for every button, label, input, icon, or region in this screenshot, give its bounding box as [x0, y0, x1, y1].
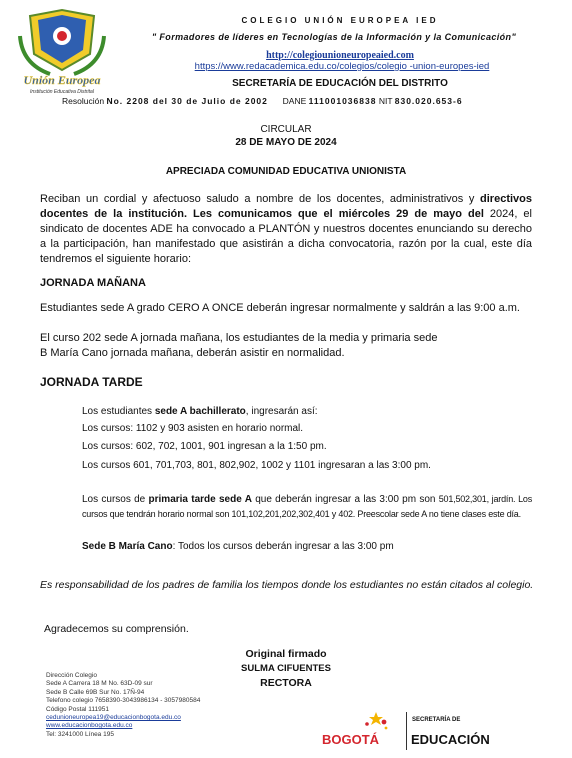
resolution-label: Resolución [62, 96, 105, 106]
bogota-brand-text: BOGOTÁ [322, 732, 380, 747]
redacademica-link[interactable]: https://www.redacademica.edu.co/colegios/colegio -union-europes-ied [194, 61, 490, 72]
tarde-line-3: Los cursos 601, 701,703, 801, 802,902, 1002 y 1101 ingresaran a las 3:00 pm. [82, 460, 431, 471]
responsibility-note: Es responsabilidad de los padres de familia los tiempos donde los estudiantes no están citados al colegio. [40, 579, 534, 591]
bogota-divider [406, 712, 407, 750]
footer-tel: Tel: 3241000 Línea 195 [46, 730, 114, 738]
manana-heading: JORNADA MAÑANA [40, 277, 146, 289]
logo-text: Unión Europea [23, 73, 101, 87]
tarde-sedeb-post: : Todos los cursos deberán ingresar a las 3:00 pm [172, 541, 394, 552]
tarde-bach-bold: sede A bachillerato [154, 406, 246, 417]
website-link[interactable]: http://colegiounioneuropeaied.com [266, 50, 414, 61]
footer-address [46, 672, 200, 739]
tarde-prim-cond: 501,502,301, jardín. Los cursos que tendrán horario normal son 101,102,201,202,302,401 y 402. Preescolar sede A no tiene clases este día. [82, 494, 533, 519]
footer-line: Dirección Colegio [46, 672, 97, 679]
manana-line-1: Estudiantes sede A grado CERO A ONCE deberán ingresar normalmente y saldrán a las 9:00 a.m. [40, 302, 520, 314]
manana-line-3: B María Cano jornada mañana, deberán asistir en normalidad. [40, 347, 345, 359]
nit-label: NIT [378, 96, 393, 106]
tarde-prim-pre: Los cursos de [82, 494, 149, 505]
tarde-prim-post: que deberán ingresar a las 3:00 pm son [251, 494, 439, 505]
tarde-heading: JORNADA TARDE [40, 375, 143, 389]
signer-name: SULMA CIFUENTES [241, 663, 331, 674]
signer-role: RECTORA [260, 677, 312, 689]
tarde-sede-b-line [82, 541, 394, 552]
school-crest-logo [12, 6, 112, 96]
salutation: APRECIADA COMUNIDAD EDUCATIVA UNIONISTA [165, 166, 407, 177]
dane-value: 111001036838 [308, 96, 377, 106]
resolution-line [62, 96, 572, 106]
dane-label: DANE [282, 96, 307, 106]
footer-line: Telefono colegio 7658390-3043986134 - 3057980584 [46, 697, 201, 705]
intro-part-a: Reciban un cordial y afectuoso saludo a nombre de los docentes, administrativos y [40, 193, 481, 205]
intro-part-c: 2024, el sindicato de docentes ADE ha convocado a PLANTÓN y nuestros docentes enunciando su derecho a la participación, han manifestado que asistirán a dicha convocatoria, razón por la cual, este día tendremos el siguiente horario: [40, 208, 532, 265]
signed-label: Original firmado [245, 648, 327, 660]
tarde-primaria-paragraph [82, 492, 532, 522]
footer-line: Sede A Carrera 18 M No. 63D-09 sur [46, 680, 153, 688]
tarde-prim-bold: primaria tarde sede A [148, 494, 252, 505]
footer-web-link[interactable]: www.educacionbogota.edu.co [46, 722, 133, 730]
footer-email-link[interactable]: cedunioneuropea19@educacionbogota.edu.co [46, 714, 181, 722]
intro-paragraph [40, 192, 532, 267]
tarde-bach-line [82, 406, 318, 417]
circular-date: 28 DE MAYO DE 2024 [235, 137, 337, 148]
bogota-educacion-label: EDUCACIÓN [411, 732, 490, 747]
manana-line-2: El curso 202 sede A jornada mañana, los estudiantes de la media y primaria sede [40, 332, 438, 344]
bogota-logo [320, 708, 400, 748]
tarde-line-2: Los cursos: 602, 702, 1001, 901 ingresan a la 1:50 pm. [82, 441, 327, 452]
logo-subtext: Institución Educativa Distrital [30, 89, 94, 95]
tarde-line-1: Los cursos: 1102 y 903 asisten en horario normal. [82, 423, 304, 434]
footer-line: Código Postal 111951 [46, 705, 110, 713]
bogota-star-icon [365, 712, 387, 729]
tarde-bach-pre: Los estudiantes [82, 406, 155, 417]
footer-line: Sede B Calle 69B Sur No. 17Ñ-94 [46, 688, 145, 696]
secretaria-title: SECRETARÍA DE EDUCACIÓN DEL DISTRITO [232, 78, 448, 89]
thanks-line: Agradecemos su comprensión. [44, 623, 189, 635]
bogota-secretaria-label: SECRETARÍA DE [412, 717, 461, 723]
intro-part-b: directivos docentes de la institución. Les comunicamos que el miércoles 29 de mayo del [40, 193, 532, 220]
school-motto: " Formadores de líderes en Tecnologías de la Información y la Comunicación" [151, 32, 517, 42]
nit-value: 830.020.653-6 [394, 96, 463, 106]
resolution-value: No. 2208 del 30 de Julio de 2002 [106, 96, 268, 106]
circular-title: CIRCULAR [260, 124, 312, 135]
school-name: COLEGIO UNIÓN EUROPEA IED [241, 16, 439, 25]
tarde-bach-post: , ingresarán así: [245, 406, 318, 417]
tarde-sedeb-bold: Sede B María Cano [82, 541, 173, 552]
